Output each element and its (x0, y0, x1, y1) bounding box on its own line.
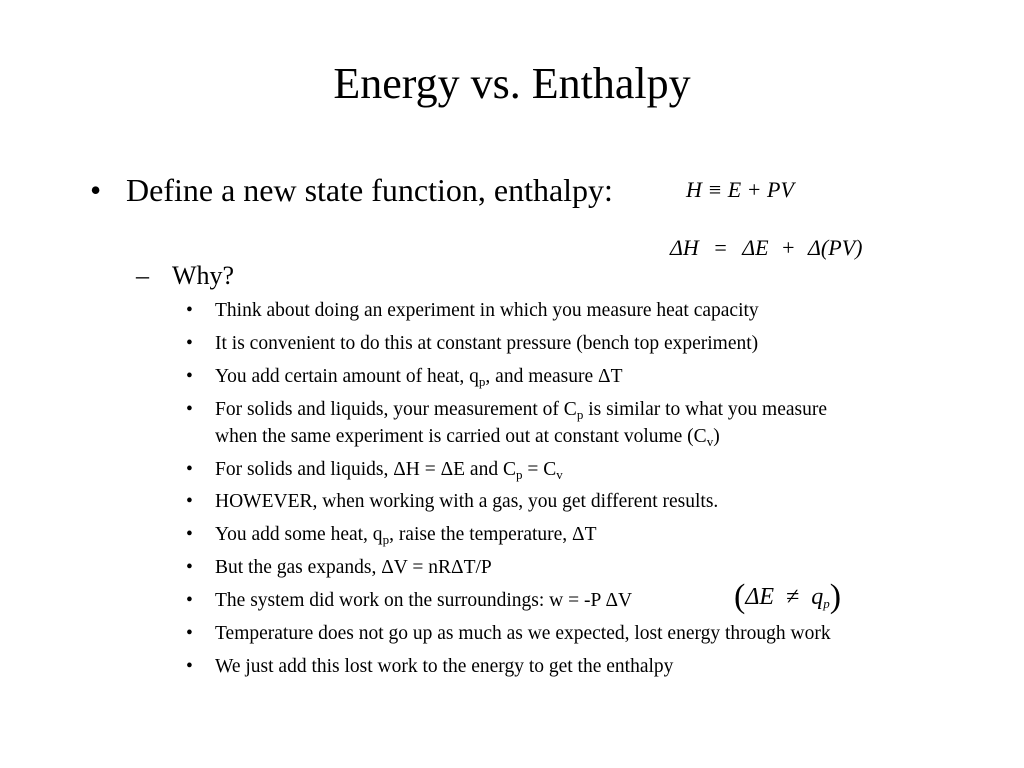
list-item-marker: • (186, 491, 193, 512)
list-item-text: HOWEVER, when working with a gas, you get different results. (215, 491, 719, 512)
enthalpy-definition-equation: H ≡ E + PV (686, 177, 794, 202)
list-item-text: But the gas expands, ΔV = nRΔT/P (215, 557, 492, 578)
ineq-delta-e: ΔE (745, 584, 775, 610)
list-item-text: Think about doing an experiment in which you measure heat capacity (215, 300, 759, 321)
ineq-q: q (811, 584, 824, 610)
sub-bullet-text: Why? (172, 261, 235, 290)
slide-title: Energy vs. Enthalpy (333, 59, 691, 108)
list-item-text: It is convenient to do this at constant pressure (bench top experiment) (215, 333, 759, 354)
list-item-marker: • (186, 656, 193, 677)
list-item-marker: • (186, 623, 193, 644)
list-item-marker: • (186, 590, 193, 611)
eq-delta-e: ΔE (742, 235, 769, 260)
list-item-text: You add some heat, $q_p$, raise the temperature, ΔT (215, 524, 597, 547)
bullet-marker: • (90, 172, 102, 208)
eq-delta-h: ΔH (670, 235, 699, 260)
list-item-text: For solids and liquids, your measurement of $C_p$ is similar to what you measure when the same experiment is carried out at constant volume $(C_v)$ (215, 399, 828, 449)
list-item-text: You add certain amount of heat, $q_p$, and measure ΔT (215, 366, 623, 389)
list-item-text: For solids and liquids, ΔH = ΔE and $C_p = C_v$ (215, 459, 563, 482)
list-item-marker: • (186, 333, 193, 354)
list-item-marker: • (186, 399, 193, 420)
eq-plus: + (782, 235, 795, 260)
list-item-text: We just add this lost work to the energy to get the enthalpy (215, 656, 674, 677)
list-item-marker: • (186, 557, 193, 578)
list-item-marker: • (186, 300, 193, 321)
list-item-marker: • (186, 459, 193, 480)
main-bullet-text: Define a new state function, enthalpy: (126, 172, 613, 208)
list-item-marker: • (186, 524, 193, 545)
ineq-subscript: p (823, 596, 830, 611)
eq-equals: = (714, 235, 727, 260)
list-item-text: Temperature does not go up as much as we expected, lost energy through work (215, 623, 831, 644)
delta-enthalpy-equation (670, 234, 862, 262)
energy-inequality-equation: $(\Delta E \ne q_p)$ (734, 578, 842, 615)
list-item-marker: • (186, 366, 193, 387)
eq-delta-pv: Δ(PV) (808, 235, 863, 260)
ineq-not-equal: ≠ (786, 584, 800, 610)
list-item-text: The system did work on the surroundings: w = -P ΔV (215, 590, 633, 611)
sub-bullet-marker: – (136, 261, 149, 290)
